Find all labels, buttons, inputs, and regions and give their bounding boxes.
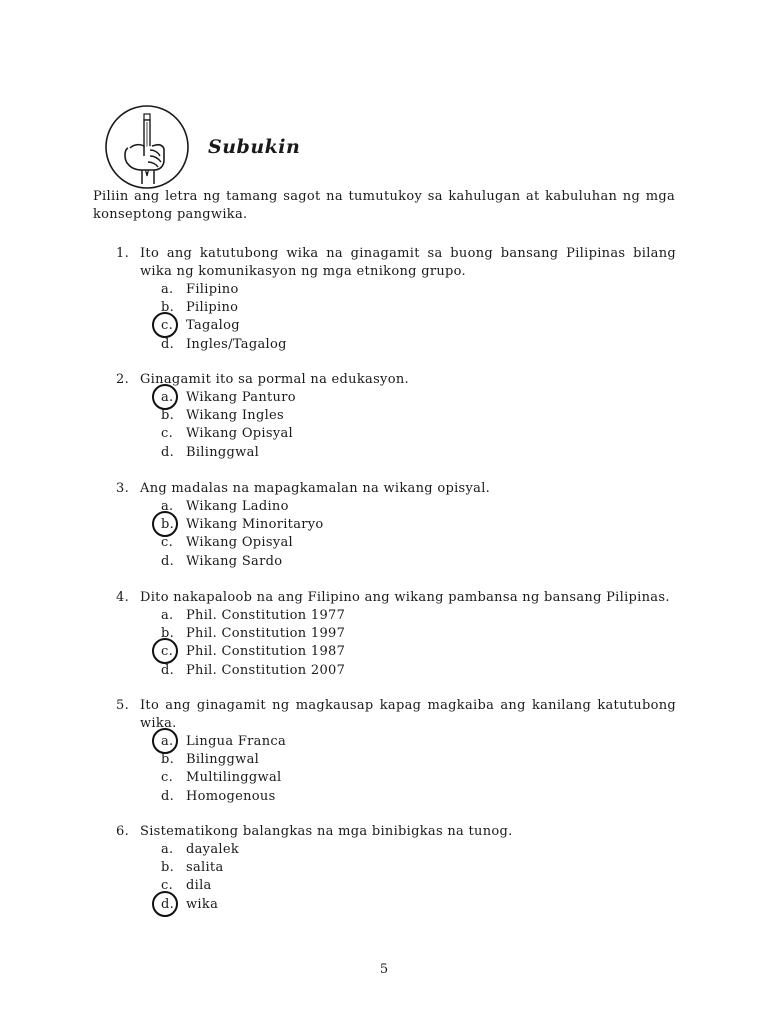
choice-text: Wikang Opisyal [186,535,294,551]
question-text: Sistematikong balangkas na mga binibigkas na tunog. [140,824,513,839]
choice-text: Filipino [186,282,239,297]
choice-letter: b. [161,752,175,768]
choice-text: Wikang Ingles [186,408,284,424]
choice-text: Homogenous [186,788,276,804]
choice-text: Phil. Constitution 1997 [186,626,346,642]
choice-option [116,788,676,806]
question-stem [116,371,676,389]
choice-option [116,769,676,787]
choice-option [116,516,676,534]
choice-option [116,877,676,895]
choice-list [116,841,676,914]
question-text: Ito ang katutubong wika na ginagamit sa buong bansang Pilipinas bilang wika ng komunikasyon ng mga etnikong grupo. [140,246,676,279]
choice-option [116,336,676,354]
choice-letter: a. [161,499,174,514]
page-number: 5 [379,962,389,977]
circled-answer-mark [152,384,178,410]
question-item [116,823,676,914]
question-stem [116,697,676,733]
choice-option [116,425,676,443]
choice-option [116,317,676,335]
choice-letter: b. [161,408,175,424]
choice-option [116,553,676,571]
choice-list [116,389,676,462]
choice-option [116,281,676,299]
choice-option [116,896,676,914]
question-number: 4. [116,590,130,605]
choice-letter: b. [161,626,175,642]
choice-text: wika [186,896,219,912]
choice-letter: c. [161,878,174,894]
choice-letter: d. [161,444,175,460]
choice-option [116,444,676,462]
hand-holding-pencil-icon [104,104,190,190]
choice-letter: a. [161,608,174,623]
instructions-text: Piliin ang letra ng tamang sagot na tumutukoy sa kahulugan at kabuluhan ng mga konseptong pangwika. [93,189,675,222]
choice-text: Ingles/Tagalog [186,336,287,352]
choice-option [116,662,676,680]
question-text: Dito nakapaloob na ang Filipino ang wikang pambansa ng bansang Pilipinas. [140,590,670,605]
choice-text: Multilinggwal [186,770,282,786]
question-number: 1. [116,246,130,261]
choice-letter: b. [161,300,175,316]
choice-letter: a. [161,390,174,405]
question-number: 6. [116,824,130,839]
choice-list [116,281,676,354]
choice-text: Wikang Sardo [186,553,283,569]
choice-letter: d. [161,662,175,678]
choice-option [116,751,676,769]
choice-text: Lingua Franca [186,734,287,749]
choice-text: Bilinggwal [186,752,260,768]
question-stem [116,480,676,498]
choice-text: Phil. Constitution 1987 [186,644,346,660]
choice-text: Wikang Opisyal [186,426,294,442]
choice-text: Bilinggwal [186,444,260,460]
question-number: 5. [116,698,130,713]
choice-text: Phil. Constitution 2007 [186,662,346,678]
question-text: Ginagamit ito sa pormal na edukasyon. [140,372,409,387]
choice-letter: a. [161,842,174,857]
choice-letter: c. [161,644,174,660]
choice-letter: d. [161,336,175,352]
choice-option [116,625,676,643]
choice-text: Wikang Ladino [186,499,289,514]
question-stem [116,589,676,607]
choice-option [116,407,676,425]
circled-answer-mark [152,728,178,754]
choice-option [116,733,676,751]
question-stem [116,245,676,281]
question-stem [116,823,676,841]
choice-letter: c. [161,535,174,551]
question-text: Ito ang ginagamit ng magkausap kapag magkaiba ang kanilang katutubong wika. [140,698,676,731]
section-header [104,104,404,190]
choice-option [116,607,676,625]
question-item [116,697,676,806]
choice-option [116,389,676,407]
choice-list [116,498,676,571]
choice-text: Tagalog [186,318,240,334]
choice-text: salita [186,860,224,876]
choice-text: Wikang Panturo [186,390,296,405]
choice-letter: b. [161,860,175,876]
section-title: Subukin [208,136,301,158]
choice-list [116,733,676,806]
choice-letter: a. [161,282,174,297]
question-number: 2. [116,372,130,387]
choice-text: Pilipino [186,300,239,316]
question-text: Ang madalas na mapagkamalan na wikang opisyal. [140,481,491,496]
choice-option [116,299,676,317]
choice-letter: b. [161,517,175,533]
choice-letter: d. [161,896,175,912]
choice-option [116,498,676,516]
choice-letter: c. [161,770,174,786]
choice-letter: a. [161,734,174,749]
choice-text: Wikang Minoritaryo [186,517,324,533]
choice-letter: d. [161,553,175,569]
choice-list [116,607,676,680]
question-item [116,245,676,354]
choice-text: Phil. Constitution 1977 [186,608,346,623]
choice-option [116,859,676,877]
question-item [116,589,676,680]
choice-option [116,643,676,661]
choice-letter: d. [161,788,175,804]
circled-answer-mark [152,891,178,917]
question-item [116,371,676,462]
question-item [116,480,676,571]
choice-letter: c. [161,318,174,334]
choice-text: dayalek [186,842,239,857]
choice-letter: c. [161,426,174,442]
question-number: 3. [116,481,130,496]
choice-option [116,841,676,859]
choice-text: dila [186,878,212,894]
choice-option [116,534,676,552]
